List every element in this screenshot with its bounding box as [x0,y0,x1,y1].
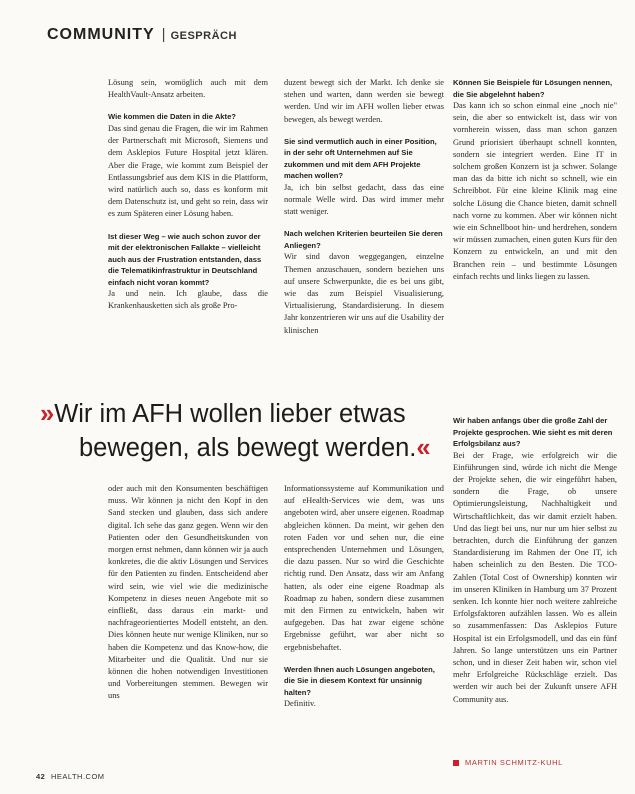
pull-quote-text-2: bewegen, als bewegt werden. [79,434,417,462]
author-signature [453,758,563,767]
answer-paragraph: Das sind genau die Fragen, die wir im Rahmen der Partnerschaft mit Microsoft, Siemens und dem Asklepios Future Hospital jetzt klären. Aber die Frage, wie kommt zum Beispiel der Entlassungsbrief aus dem KIS in die Plattform, wird natürlich auch so, dass es konform mit dem Datenschutz ist, und geht so rein, dass wir es zum Späteren einer Lösung haben. [108,123,268,219]
article-column-6 [453,415,617,715]
section-subtitle: GESPRÄCH [170,30,237,42]
close-quote-mark: « [416,434,431,462]
answer-paragraph: Lösung sein, womöglich auch mit dem HealthVault-Ansatz arbeiten. [108,78,268,100]
page-footer [36,772,105,781]
section-separator: | [161,26,166,43]
answer-paragraph: Bei der Frage, wie erfolgreich wir die Einführungen sind, würde ich nicht die Menge der Projekte sehen, die wir eingeführt haben, sondern die Frage, ob unsere Optimierungsleistung, Nachhaltigkeit und Wirtschaftlichkeit, das wir damit erzielt haben. Und das liegt bei uns, nur nur um hier selbst zu betrachten, durch die Einführung der ganzen Standardisierung im Rahmen der One IT, ich haben scheinlich zu den Besten. Die TCO-Zahlen (Total Cost of Ownership) konnten wir im unseren Kliniken in Hamburg um 37 Prozent senken. Ich konnte hier noch weitere zahlreiche Erfolgsfaktoren aufzählen lassen. Wo es allein so zusammenfassen: Das Asklepios Future Hospital ist ein Erfolgsmodell, und das ein fünf Jahren. So lange unterstützen uns ein Partner schon, und in dieser Zeit haben wir, schon viel mehr Erfolgreiche Rückschläge erzielt. Das werden wir auch bei der Zukunft unsere AFH Community aus. [453,450,617,704]
article-column-1 [108,77,268,362]
answer-paragraph: Definitiv. [284,699,316,709]
open-quote-mark: » [40,400,55,428]
pull-quote-text-1: Wir im AFH wollen lieber etwas [54,400,406,428]
article-column-5 [284,483,444,768]
author-name: MARTIN SCHMITZ-KUHL [465,758,563,767]
answer-paragraph: Das kann ich so schon einmal eine „noch nie" sein, die aber so entwickelt ist, dass wir von vornherein wissen, dass man schon ganzen Grund priorisiert überhaupt schnell konnten, sondern sie integriert werden. Eine IT in solchem großen Konzern ist ja schwer. Solange man das da bitte ich nicht so schnell, wie ein Schreibbot. Für eine kleine Klinik mag eine solche Lösung die Chance bieten, damit schnell nach vorne zu kommen. Aber wir können nicht wie ein Schnellboot hin- und herdrehen, sondern wir müssen zumachen, einen guten Kurs für den Konzern zu entwickeln, an und mit den Branchen rein – und bestimmte Lösungen einfach rechts und links liegen zu lassen. [453,101,617,281]
magazine-name: HEALTH.COM [50,772,105,781]
article-column-2 [284,77,444,362]
pull-quote-line-1 [40,397,445,431]
page-number: 42 [36,772,46,781]
article-column-3 [453,77,617,407]
answer-paragraph: Wir sind davon weggegangen, einzelne Themen anzuschauen, sondern beziehen uns auf unsere Schwerpunkte, die es bei uns gibt, wie das zum Beispiel Visualisierung, Virtualisierung, Standardisierung. In diesem Jahr konzentrieren wir uns auf die Usability der klinischen [284,252,444,335]
section-header [47,26,237,44]
square-bullet-icon [453,760,459,766]
interview-question: Können Sie Beispiele für Lösungen nennen, die Sie abgelehnt haben? [453,78,613,99]
answer-paragraph: Ja und nein. Ich glaube, dass die Krankenhausketten sich als große Pro- [108,289,268,311]
section-title: COMMUNITY [47,26,155,43]
answer-paragraph: duzent bewegt sich der Markt. Ich denke sie stehen und warten, dann werden sie bewegt werden. Und wir im AFH wollen lieber etwas bewegen, als bewegt werden. [284,78,444,124]
interview-question: Wie kommen die Daten in die Akte? [108,112,236,122]
answer-paragraph: Informationssysteme auf Kommunikation und auf eHealth-Services wie dem, was uns angeboten wird, aber unsere eigenen. Roadmap abgleichen können. Da meint, wir gehen den roten Faden vor und sehen nur, die eine entsprechenden Unternehmen und Lösungen, die dazu passen. Nur so wird die Geschichte richtig rund. Den Ansatz, dass wir am Anfang hatten, als oder eine eigene Roadmap als Roadmap zu haben, sondern diese zusammen mit den Firmen zu entwickeln, haben wir aufgegeben. Das hat zwar eigene schöne Ergebnisse geführt, war aber nicht so ergebnisbehaftet. [284,484,444,652]
interview-question: Sie sind vermutlich auch in einer Position, in der sehr oft Unternehmen auf Sie zukommen und mit dem AFH Projekte machen wollen? [284,136,437,181]
answer-paragraph: Ja, ich bin selbst gedacht, dass das eine normale Welle wird. Das wird immer mehr statt weniger. [284,182,444,217]
interview-question: Ist dieser Weg – wie auch schon zuvor der mit der elektronischen Fallakte – vielleicht auch aus der Frustration entstanden, dass die Telematikinfrastruktur in Deutschland einfach nicht voran kommt? [108,231,262,287]
article-column-4 [108,483,268,768]
interview-question: Nach welchen Kriterien beurteilen Sie deren Anliegen? [284,229,443,250]
interview-question: Werden Ihnen auch Lösungen angeboten, die Sie in diesem Kontext für unsinnig halten? [284,664,435,697]
answer-paragraph: oder auch mit den Konsumenten beschäftigen muss. Wir können ja nicht den Kopf in den Sand stecken und glauben, dass sich andere digital. Ich sehe das ganz gegen. Wenn wir den Patienten oder den Gesundheitskunden von morgen ernst nehmen, dann können wir ja auch konkretes, die die aktiv Lösungen und Services für den Patienten zu finden. Entscheidend aber wird sein, wie viel wie die medizinische Kompetenz in dieses neuen Angebote mit so einfließt, dass daraus ein markt- und nachfrageorientiertes Modell entsteht, an den. Dies können heute nur wenige Kliniken, nur so haben die Kompetenz und das Know-how, die Mitarbeiter und die Qualität. Und nur sie können die hohen notwendigen Investitionen und Vorbereitungen stemmen. Bewegen wir uns [108,484,268,701]
pull-quote [40,397,445,465]
interview-question: Wir haben anfangs über die große Zahl der Projekte gesprochen. Wie sieht es mit deren Erfolgsbilanz aus? [453,416,613,448]
pull-quote-line-2 [40,431,445,465]
